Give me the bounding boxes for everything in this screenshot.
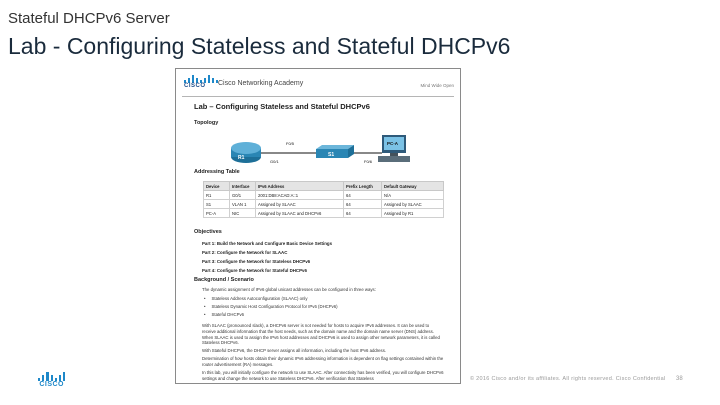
objective-item: Part 2: Configure the Network for SLAAC: [202, 250, 288, 255]
table-cell: NIC: [230, 209, 256, 218]
table-cell: 64: [344, 200, 382, 209]
slide-title: Lab - Configuring Stateless and Stateful DHCPv6: [8, 33, 511, 59]
pc-icon: [378, 135, 410, 162]
brand-name: Cisco Networking Academy: [218, 80, 304, 87]
background-heading: Background / Scenario: [194, 277, 254, 283]
link-port-label: F0/5: [286, 141, 295, 146]
table-row: [204, 191, 444, 200]
table-header-cell: IPv6 Address: [256, 182, 344, 191]
switch-icon: [316, 145, 354, 158]
table-cell: N/A: [382, 191, 444, 200]
topology-diagram: [224, 129, 414, 175]
slide-subtitle: Stateful DHCPv6 Server: [8, 10, 170, 27]
table-cell: Assigned by SLAAC: [382, 200, 444, 209]
table-row: [204, 209, 444, 218]
table-header-cell: Device: [204, 182, 230, 191]
objective-item: Part 4: Configure the Network for Stateful DHCPv6: [202, 268, 307, 273]
table-cell: Assigned by SLAAC: [256, 200, 344, 209]
table-cell: G0/1: [230, 191, 256, 200]
footer-copyright: © 2016 Cisco and/or its affiliates. All rights reserved. Cisco Confidential: [470, 376, 666, 382]
table-cell: 64: [344, 209, 382, 218]
method-bullets: [204, 295, 338, 319]
brand-tagline: Mind Wide Open: [420, 83, 454, 88]
background-paragraph: With SLAAC (pronounced slack), a DHCPv6 server is not needed for hosts to acquire IPv6 addresses. It can be used to receive additional information that the host needs, such as the domain name and the domain name server (DNS) address. When SLAAC is used to assign the IPv6 host addresses and DHCPv6 is used to assign other network parameters, it is called Stateless DHCPv6.: [202, 323, 440, 346]
document-header: [176, 69, 460, 95]
switch-label: S1: [328, 152, 335, 158]
table-cell: PC-A: [204, 209, 230, 218]
objectives-heading: Objectives: [194, 229, 222, 235]
pc-label: PC-A: [387, 141, 398, 146]
table-cell: VLAN 1: [230, 200, 256, 209]
bullet-item: • Stateful DHCPv6: [204, 311, 338, 319]
bullet-item: • Stateless Dynamic Host Configuration Protocol for IPv6 (DHCPv6): [204, 303, 338, 311]
cisco-footer-logo: CISCO: [38, 372, 65, 388]
table-cell: R1: [204, 191, 230, 200]
lab-document-image: [175, 68, 461, 384]
table-cell: 2001:DB8:ACAD:A::1: [256, 191, 344, 200]
table-header-cell: Prefix Length: [344, 182, 382, 191]
table-header-cell: Default Gateway: [382, 182, 444, 191]
cisco-logo: CISCO: [184, 75, 218, 89]
header-divider: [182, 96, 454, 97]
document-title: Lab – Configuring Stateless and Stateful DHCPv6: [194, 102, 370, 111]
addressing-heading: Addressing Table: [194, 169, 240, 175]
table-row: [204, 200, 444, 209]
background-intro: The dynamic assignment of IPv6 global unicast addresses can be configured in three ways:: [202, 287, 376, 292]
table-cell: 64: [344, 191, 382, 200]
table-cell: Assigned by SLAAC and DHCPv6: [256, 209, 344, 218]
objectives-list: [202, 239, 332, 275]
background-paragraph: With Stateful DHCPv6, the DHCP server assigns all information, including the host IPv6 address.: [202, 348, 387, 353]
bullet-item: • Stateless Address Autoconfiguration (SLAAC) only: [204, 295, 338, 303]
router-label: R1: [238, 155, 245, 161]
background-paragraph: In this lab, you will initially configure the network to use SLAAC. After connectivity has been verified, you will configure DHCPv6 settings and change the network to use Stateless DHCPv6. After verification that Stateless: [202, 370, 444, 381]
page-number: 38: [676, 376, 683, 382]
link-port-label: G0/1: [270, 159, 279, 164]
table-cell: Assigned by R1: [382, 209, 444, 218]
router-icon: [231, 142, 261, 163]
background-paragraph: Determination of how hosts obtain their dynamic IPv6 addressing information is dependent on flag settings contained within the router advertisement (RA) messages.: [202, 356, 444, 367]
topology-heading: Topology: [194, 120, 219, 126]
objective-item: Part 3: Configure the Network for Stateless DHCPv6: [202, 259, 311, 264]
table-header-cell: Interface: [230, 182, 256, 191]
table-cell: S1: [204, 200, 230, 209]
link-port-label: F0/6: [364, 159, 373, 164]
addressing-table: [203, 181, 444, 218]
objective-item: Part 1: Build the Network and Configure Basic Device Settings: [202, 241, 333, 246]
